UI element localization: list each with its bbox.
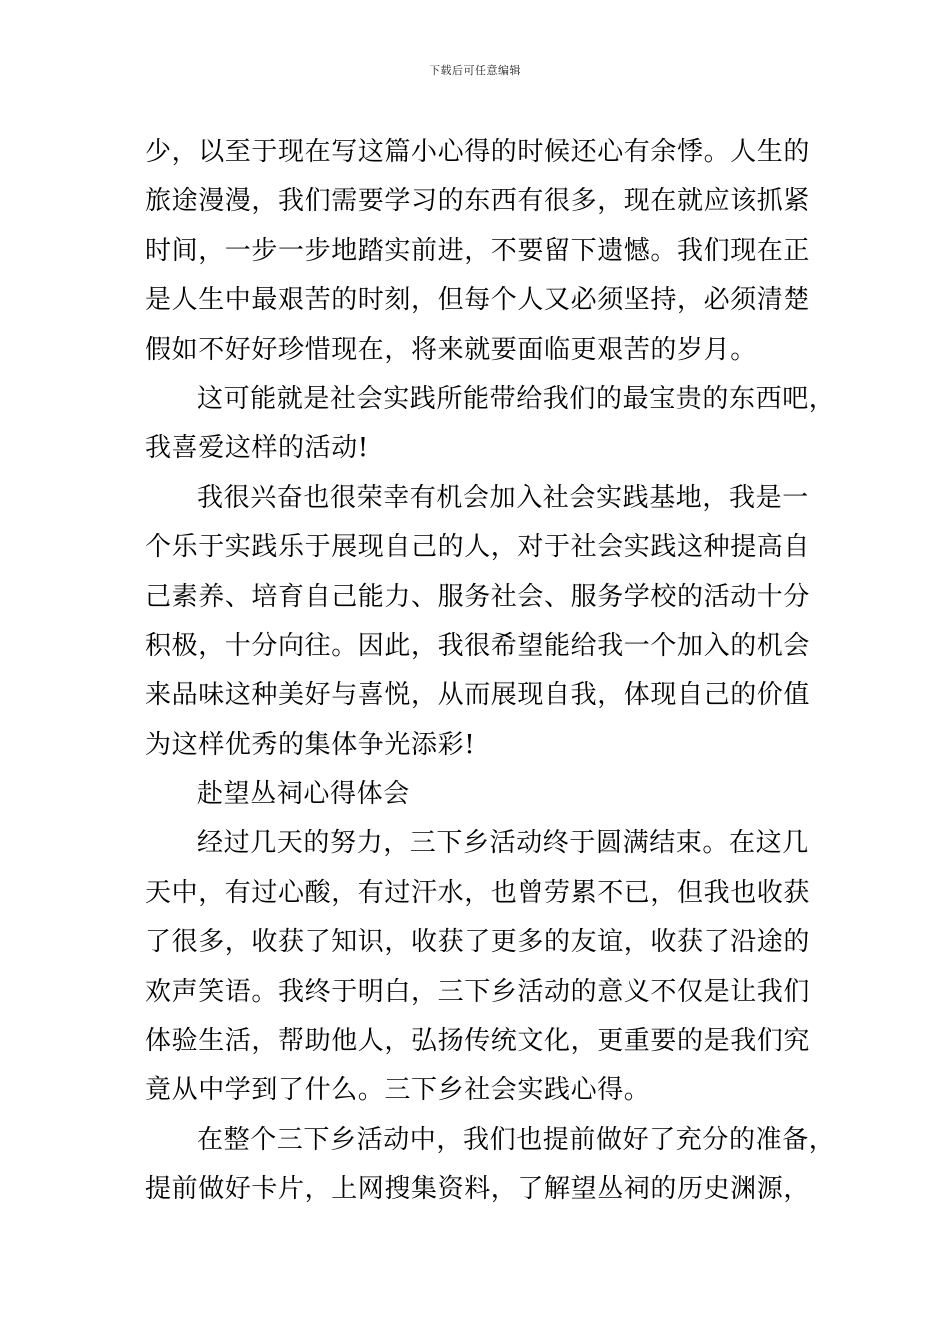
text-line: 个乐于实践乐于展现自己的人，对于社会实践这种提高自 <box>145 532 811 563</box>
text-line: 提前做好卡片，上网搜集资料，了解望丛祠的历史渊源， <box>145 1174 811 1205</box>
text-line: 时间，一步一步地踏实前进，不要留下遗憾。我们现在正 <box>145 235 811 266</box>
page-header: 下载后可任意编辑 <box>429 64 521 77</box>
text-line: 体验生活，帮助他人，弘扬传统文化，更重要的是我们究 <box>145 1026 811 1057</box>
text-line: 假如不好好珍惜现在，将来就要面临更艰苦的岁月。 <box>145 334 757 365</box>
text-line: 欢声笑语。我终于明白，三下乡活动的意义不仅是让我们 <box>145 976 811 1007</box>
text-line: 积极，十分向往。因此，我很希望能给我一个加入的机会 <box>145 630 811 661</box>
text-line: 天中，有过心酸，有过汗水，也曾劳累不已，但我也收获 <box>145 877 811 908</box>
text-line: 旅途漫漫，我们需要学习的东西有很多，现在就应该抓紧 <box>145 186 811 217</box>
text-line: 竟从中学到了什么。三下乡社会实践心得。 <box>145 1075 651 1106</box>
document-body <box>145 128 836 1215</box>
text-line: 为这样优秀的集体争光添彩! <box>145 729 476 760</box>
text-line: 我喜爱这样的活动! <box>145 433 369 464</box>
text-line: 是人生中最艰苦的时刻，但每个人又必须坚持，必须清楚 <box>145 285 811 316</box>
text-line: 了很多，收获了知识，收获了更多的友谊，收获了沿途的 <box>145 927 811 958</box>
text-line: 这可能就是社会实践所能带给我们的最宝贵的东西吧， <box>197 383 836 414</box>
text-line: 我很兴奋也很荣幸有机会加入社会实践基地，我是一 <box>197 482 809 513</box>
text-line: 来品味这种美好与喜悦，从而展现自我，体现自己的价值 <box>145 680 811 711</box>
text-line: 己素养、培育自己能力、服务社会、服务学校的活动十分 <box>145 581 811 612</box>
text-line: 经过几天的努力，三下乡活动终于圆满结束。在这几 <box>197 828 809 859</box>
text-line: 在整个三下乡活动中，我们也提前做好了充分的准备， <box>197 1124 836 1155</box>
text-line: 赴望丛祠心得体会 <box>197 779 410 810</box>
text-line: 少，以至于现在写这篇小心得的时候还心有余悸。人生的 <box>145 137 811 167</box>
